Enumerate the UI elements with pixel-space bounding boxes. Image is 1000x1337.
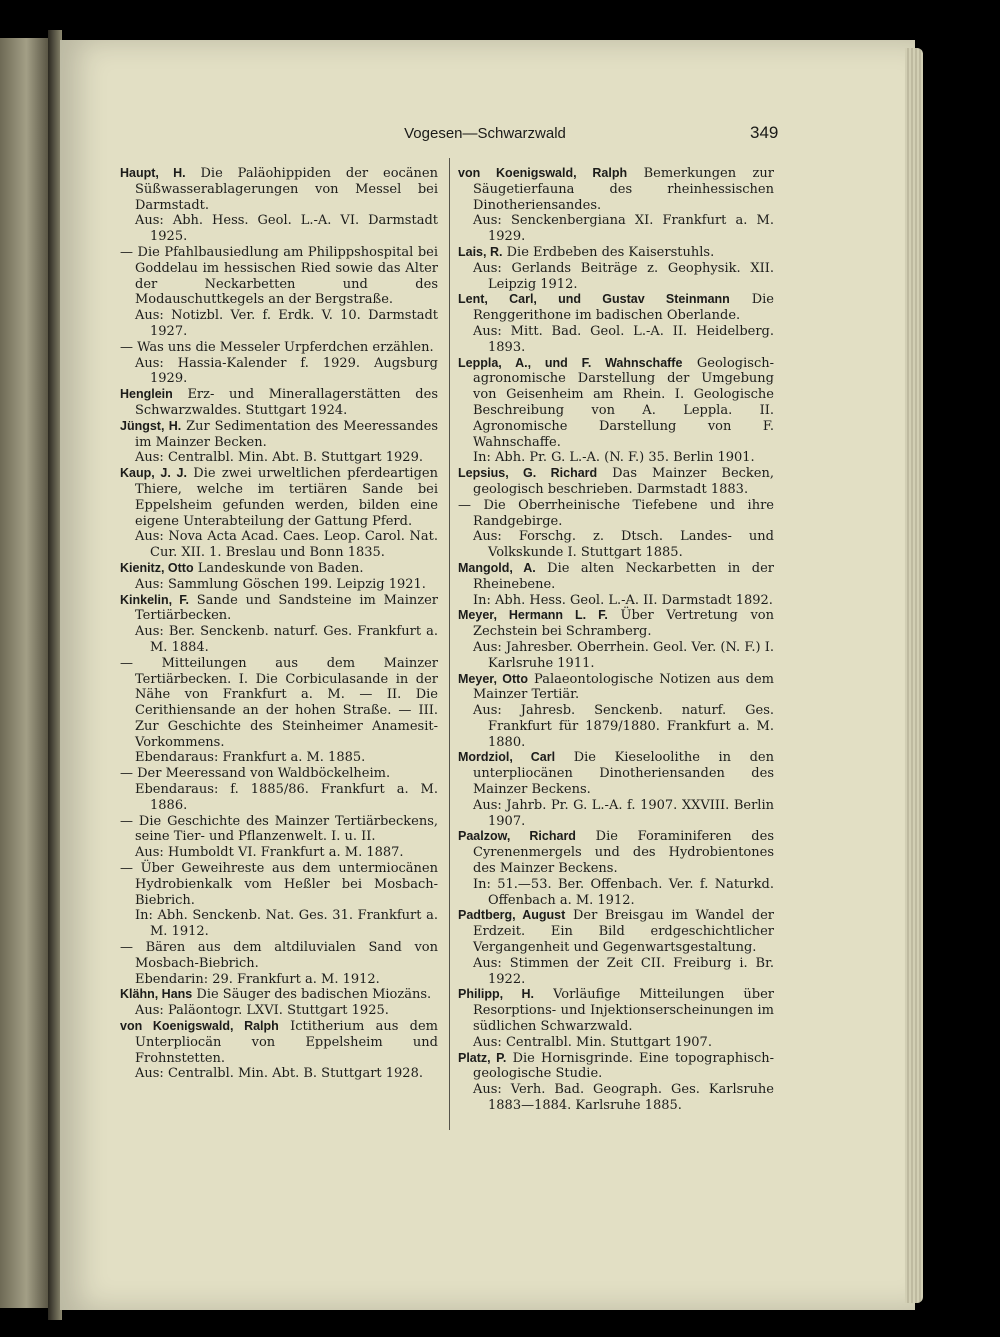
entry-title: Die Hornisgrinde. Eine topographisch-geologische Studie. (473, 1050, 775, 1082)
bibliography-entry (458, 908, 774, 955)
entry-source: Aus: Centralbl. Min. Abt. B. Stuttgart 1928. (135, 1066, 423, 1082)
entry-title: Über Vertretung von Zechstein bei Schramberg. (473, 608, 774, 640)
entry-author: Kaup, J. J. (120, 466, 187, 481)
entry-title: Der Breisgau im Wandel der Erdzeit. Ein Bild erdgeschichtlicher Vergangenheit und Gegenwartsgestaltung. (473, 908, 774, 956)
entry-title: Bemerkungen zur Säugetierfauna des rheinhessischen Dinotheriensandes. (473, 166, 774, 213)
entry-source: In: 51.—53. Ber. Offenbach. Ver. f. Naturkd. Offenbach a. M. 1912. (473, 876, 774, 908)
bibliography-entry (120, 987, 438, 1003)
entry-author: Meyer, Otto (458, 671, 528, 686)
entry-author: Lais, R. (458, 244, 503, 259)
entry-author: von Koenigswald, Ralph (120, 1019, 279, 1034)
entry-author: Philipp, H. (458, 987, 535, 1002)
entry-title: — Die Oberrheinische Tiefebene und ihre Randgebirge. (458, 497, 774, 529)
entry-title: Die Paläohippiden der eocänen Süßwasserablagerungen von Messel bei Darmstadt. (135, 166, 438, 213)
entry-title: Palaeontologische Notizen aus dem Mainzer Tertiär. (473, 671, 775, 703)
entry-author: Platz, P. (458, 1050, 507, 1065)
bibliography-entry (120, 1019, 438, 1066)
entry-source: Aus: Jahresb. Senckenb. naturf. Ges. Frankfurt für 1879/1880. Frankfurt a. M. 1880. (473, 703, 774, 750)
page-edges (905, 48, 923, 1303)
entry-source: Aus: Hassia-Kalender f. 1929. Augsburg 1929. (135, 355, 438, 387)
entry-title: Die Kieseloolithe in den unterpliocänen Dinotheriensanden des Mainzer Beckens. (473, 750, 774, 798)
bibliography-entry (120, 340, 438, 356)
entry-source: Ebendaraus: Frankfurt a. M. 1885. (135, 750, 366, 766)
bibliography-entry (458, 829, 774, 876)
entry-author: Meyer, Hermann L. F. (458, 608, 608, 623)
bibliography-entry (458, 1051, 774, 1083)
entry-title: Zur Sedimentation des Meeressandes im Mainzer Becken. (135, 418, 438, 450)
entry-source: Aus: Abh. Hess. Geol. L.-A. VI. Darmstadt 1925. (135, 213, 438, 245)
entry-source: Aus: Senckenbergiana XI. Frankfurt a. M. 1929. (473, 213, 774, 245)
entry-source: Aus: Gerlands Beiträge z. Geophysik. XII. Leipzig 1912. (473, 260, 774, 292)
entry-author: Jüngst, H. (120, 418, 182, 433)
entry-source: In: Abh. Senckenb. Nat. Ges. 31. Frankfurt a. M. 1912. (135, 908, 438, 940)
entry-source: Aus: Nova Acta Acad. Caes. Leop. Carol. Nat. Cur. XII. 1. Breslau und Bonn 1835. (135, 529, 438, 561)
entry-source: Aus: Jahresber. Oberrhein. Geol. Ver. (N. F.) I. Karlsruhe 1911. (473, 639, 774, 671)
entry-author: Mordziol, Carl (458, 750, 556, 765)
entry-source: Aus: Centralbl. Min. Abt. B. Stuttgart 1929. (135, 450, 423, 466)
right-column (458, 166, 774, 1114)
page-header (60, 125, 915, 149)
entry-title: Ictitherium aus dem Unterpliocän von Eppelsheim und Frohnstetten. (135, 1019, 439, 1066)
entry-author: Leppla, A., und F. Wahnschaffe (458, 355, 683, 370)
entry-title: — Mitteilungen aus dem Mainzer Tertiärbecken. I. Die Corbiculasande in der Nähe von Frankfurt a. M. — II. Die Cerithiensande an der hohen Straße. — III. Zur Geschichte des Steinheimer Anamesit-Vorkommens. (120, 655, 438, 750)
bibliography-entry (120, 245, 438, 308)
entry-author: Haupt, H. (120, 166, 186, 180)
entry-source: Aus: Forschg. z. Dtsch. Landes- und Volkskunde I. Stuttgart 1885. (473, 529, 774, 561)
entry-source: Aus: Humboldt VI. Frankfurt a. M. 1887. (135, 845, 404, 861)
entry-title: — Bären aus dem altdiluvialen Sand von Mosbach-Biebrich. (120, 940, 438, 971)
previous-page-edge (0, 38, 48, 1308)
bibliography-entry (120, 419, 438, 451)
entry-title: — Die Geschichte des Mainzer Tertiärbeckens, seine Tier- und Pflanzenwelt. I. u. II. (120, 813, 438, 845)
entry-title: Landeskunde von Baden. (197, 560, 364, 576)
entry-title: Die Renggerithone im badischen Oberlande. (473, 292, 774, 324)
entry-source: Aus: Centralbl. Min. Stuttgart 1907. (473, 1034, 712, 1050)
bibliography-entry (120, 561, 438, 577)
entry-title: Erz- und Minerallagerstätten des Schwarzwaldes. Stuttgart 1924. (135, 387, 438, 418)
bibliography-entry (458, 498, 774, 530)
column-divider (449, 158, 450, 1130)
bibliography-entry (120, 656, 438, 751)
entry-title: — Die Pfahlbausiedlung am Philippshospital bei Goddelau im hessischen Ried sowie das Alter der Neckarbetten und des Modauschuttkegels an der Bergstraße. (120, 244, 438, 308)
entry-source: Aus: Jahrb. Pr. G. L.-A. f. 1907. XXVIII. Berlin 1907. (473, 797, 774, 829)
bibliography-entry (120, 166, 438, 213)
entry-source: Aus: Verh. Bad. Geograph. Ges. Karlsruhe 1883—1884. Karlsruhe 1885. (473, 1082, 774, 1114)
entry-author: Lent, Carl, und Gustav Steinmann (458, 292, 730, 307)
bibliography-entry (458, 987, 774, 1034)
page-number: 349 (750, 123, 779, 142)
entry-author: Mangold, A. (458, 560, 536, 575)
entry-source: Ebendarin: 29. Frankfurt a. M. 1912. (135, 971, 380, 987)
entry-source: Aus: Paläontogr. LXVI. Stuttgart 1925. (135, 1003, 389, 1019)
bibliography-entry (458, 292, 774, 324)
entry-source: Aus: Stimmen der Zeit CII. Freiburg i. Br. 1922. (473, 955, 774, 987)
bibliography-entry (458, 608, 774, 640)
entry-title: — Der Meeressand von Waldböckelheim. (120, 766, 391, 782)
entry-author: Henglein (120, 387, 173, 402)
entry-author: Paalzow, Richard (458, 829, 576, 844)
entry-title: Vorläufige Mitteilungen über Resorptions- und Injektionserscheinungen im südlichen Schwarzwald. (473, 987, 774, 1035)
entry-title: Das Mainzer Becken, geologisch beschrieben. Darmstadt 1883. (473, 466, 774, 497)
entry-author: Lepsius, G. Richard (458, 466, 598, 481)
entry-source: Aus: Sammlung Göschen 199. Leipzig 1921. (135, 576, 426, 592)
entry-title: Die Foraminiferen des Cyrenenmergels und des Hydrobientones des Mainzer Beckens. (473, 829, 774, 877)
entry-title: Die Säuger des badischen Miozäns. (196, 987, 432, 1003)
bibliography-entry (458, 166, 774, 213)
entry-title: Sande und Sandsteine im Mainzer Tertiärbecken. (135, 592, 439, 624)
bibliography-entry (458, 245, 774, 261)
entry-source: In: Abh. Pr. G. L.-A. (N. F.) 35. Berlin 1901. (473, 450, 755, 466)
entry-author: Padtberg, August (458, 908, 566, 923)
entry-source: Aus: Mitt. Bad. Geol. L.-A. II. Heidelberg. 1893. (473, 323, 774, 355)
bibliography-entry (458, 466, 774, 498)
entry-title: — Was uns die Messeler Urpferdchen erzählen. (120, 339, 434, 355)
bibliography-entry (120, 940, 438, 972)
bibliography-entry (458, 561, 774, 593)
entry-title: Die zwei urweltlichen pferdeartigen Thiere, welche im tertiären Sande bei Eppelsheim gefunden werden, bilden eine eigene Unterabteilung der Gattung Pferd. (135, 466, 438, 529)
entry-author: von Koenigswald, Ralph (458, 166, 628, 180)
running-title: Vogesen—Schwarzwald (404, 125, 566, 142)
entry-title: Die alten Neckarbetten in der Rheinebene. (473, 560, 774, 592)
bibliography-entry (120, 593, 438, 625)
entry-source: Ebendaraus: f. 1885/86. Frankfurt a. M. 1886. (135, 782, 438, 813)
entry-author: Kinkelin, F. (120, 592, 189, 607)
bibliography-entry (120, 861, 438, 908)
entry-title: Die Erdbeben des Kaiserstuhls. (506, 244, 715, 260)
left-column (120, 166, 438, 1082)
bibliography-entry (120, 387, 438, 419)
entry-author: Klähn, Hans (120, 987, 193, 1002)
bibliography-entry (458, 356, 774, 451)
bibliography-entry (120, 466, 438, 529)
bibliography-entry (120, 766, 438, 782)
entry-source: Aus: Notizbl. Ver. f. Erdk. V. 10. Darmstadt 1927. (135, 308, 438, 339)
entry-source: In: Abh. Hess. Geol. L.-A. II. Darmstadt 1892. (473, 592, 773, 608)
bibliography-entry (458, 750, 774, 797)
bibliography-entry (120, 814, 438, 846)
entry-source: Aus: Ber. Senckenb. naturf. Ges. Frankfurt a. M. 1884. (135, 624, 438, 655)
entry-title: Geologisch-agronomische Darstellung der Umgebung von Geisenheim am Rhein. I. Geologische Beschreibung von A. Leppla. II. Agronomische Darstellung von F. Wahnschaffe. (473, 355, 774, 450)
bibliography-entry (458, 672, 774, 704)
entry-author: Kienitz, Otto (120, 560, 194, 575)
entry-title: — Über Geweihreste aus dem untermiocänen Hydrobienkalk vom Heßler bei Mosbach-Biebrich. (120, 861, 438, 908)
